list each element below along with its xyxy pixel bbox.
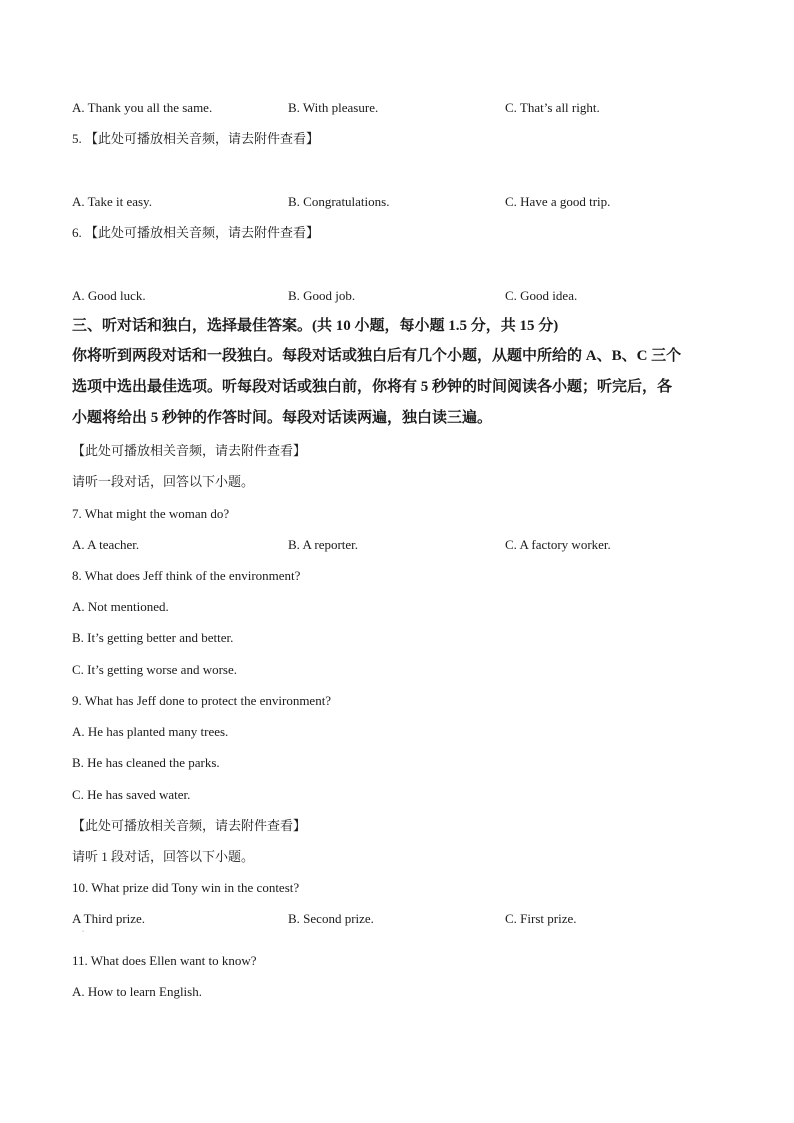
q8-option-c: C. It’s getting worse and worse.	[72, 662, 238, 677]
q9-question: 9. What has Jeff done to protect the environment?	[72, 693, 332, 708]
q7-question: 7. What might the woman do?	[72, 506, 230, 521]
q6-option-c: C. Good idea.	[505, 288, 578, 303]
q10-question: 10. What prize did Tony win in the contest?	[72, 880, 300, 895]
instruction-line: 你将听到两段对话和一段独白。每段对话或独白后有几个小题，从题中所给的 A、B、C 三个	[72, 348, 682, 364]
listen-instruction-2: 请听 1 段对话，回答以下小题。	[72, 849, 255, 864]
stray-dot: ·	[82, 929, 84, 935]
audio-note-1[interactable]: 【此处可播放相关音频，请去附件查看】	[72, 443, 307, 458]
q11-question: 11. What does Ellen want to know?	[72, 953, 257, 968]
q6-option-a: A. Good luck.	[72, 288, 146, 303]
q10-option-b: B. Second prize.	[288, 911, 374, 926]
listen-instruction-1: 请听一段对话，回答以下小题。	[72, 474, 255, 489]
q10-option-c: C. First prize.	[505, 911, 577, 926]
q4-option-b: B. With pleasure.	[288, 100, 379, 115]
instruction-line: 小题将给出 5 秒钟的作答时间。每段对话读两遍，独白读三遍。	[72, 410, 493, 426]
q4-option-c: C. That’s all right.	[505, 100, 600, 115]
q9-option-c: C. He has saved water.	[72, 787, 191, 802]
audio-note-2[interactable]: 【此处可播放相关音频，请去附件查看】	[72, 818, 307, 833]
q5-option-a: A. Take it easy.	[72, 194, 152, 209]
q4-option-a: A. Thank you all the same.	[72, 100, 213, 115]
q8-option-a: A. Not mentioned.	[72, 599, 169, 614]
q6-audio-note[interactable]: 6. 【此处可播放相关音频，请去附件查看】	[72, 225, 320, 240]
section3-instructions	[72, 341, 722, 434]
q8-question: 8. What does Jeff think of the environment?	[72, 568, 301, 583]
q8-option-b: B. It’s getting better and better.	[72, 630, 234, 645]
q5-option-b: B. Congratulations.	[288, 194, 390, 209]
q9-option-b: B. He has cleaned the parks.	[72, 755, 220, 770]
q11-option-a: A. How to learn English.	[72, 984, 202, 999]
q5-option-c: C. Have a good trip.	[505, 194, 611, 209]
q5-audio-note[interactable]: 5. 【此处可播放相关音频，请去附件查看】	[72, 131, 320, 146]
instruction-line: 选项中选出最佳选项。听每段对话或独白前，你将有 5 秒钟的时间阅读各小题；听完后，各	[72, 379, 673, 395]
q7-option-b: B. A reporter.	[288, 537, 359, 552]
section3-heading: 三、听对话和独白，选择最佳答案。(共 10 小题，每小题 1.5 分，共 15 分)	[72, 318, 559, 334]
q9-option-a: A. He has planted many trees.	[72, 724, 229, 739]
q7-option-a: A. A teacher.	[72, 537, 140, 552]
q6-option-b: B. Good job.	[288, 288, 356, 303]
q10-option-a: A Third prize.	[72, 911, 146, 926]
q7-option-c: C. A factory worker.	[505, 537, 611, 552]
